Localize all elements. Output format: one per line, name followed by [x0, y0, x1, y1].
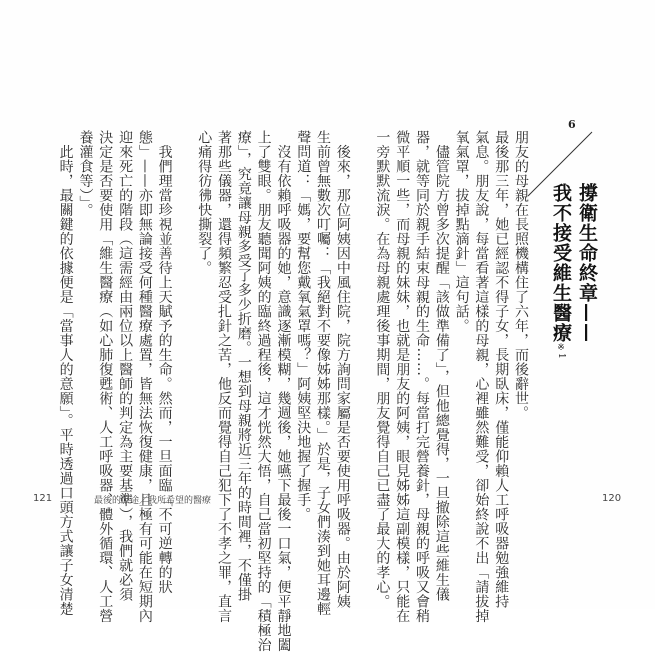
left-page-number: 121: [33, 493, 53, 504]
running-header: 最後的旅途／我所希望的醫療: [94, 496, 212, 506]
chapter-title-note: ※1: [556, 343, 566, 359]
chapter-title-text: 撐衛生命終章—— 我不接受維生醫療: [550, 183, 598, 343]
right-page-number: 120: [602, 493, 622, 504]
chapter-number: 6: [568, 118, 576, 131]
chapter-title: [548, 183, 600, 359]
body-text: 朋友的母親在長照機構住了六年，而後辭世。 最後那三年，她已經認不得子女，長期臥床，僅能仰賴人工呼吸器勉強維持 氣息。朋友說，每當看著這樣的母親，心裡雖然難受，卻始終說不出「請拔掉 氧氣罩，拔掉點滴針」這句話。 儘管院方曾多次提醒「該做準備了」，但他總覺得，一旦撤除這些維生儀 器，就等同於親手結束母親的生命……。每當打完營養針，母親的呼吸又會稍 微平順一些，而母親的妹妹，也就是朋友的阿姨，眼見姊姊這副模樣，只能在 一旁默默流淚。在為母親處理後事期間，朋友覺得自己已盡了最大的孝心。 後來，那位阿姨因中風住院，院方詢問家屬是否要使用呼吸器。由於阿姨 生前曾無數次叮囑：「我絕對不要像姊姊那樣。」於是，子女們湊到她耳邊輕 聲問道：「媽，要幫您戴氧氣罩嗎？」阿姨堅決地握了握手。 沒有依賴呼吸器的她，意識逐漸模糊，幾週後，她嚥下最後一口氣，便平靜地闔 上了雙眼。朋友聽聞阿姨的臨終過程後，這才恍然大悟，自己當初堅持的「積極治 療」，究竟讓母親多受了多少折磨。一想到母親將近三年的時間裡，不僅掛 著那些儀器，還得頻繁忍受扎針之苦，他反而覺得自己犯下了不孝之罪，直言 心痛得彷彿快撕裂了。 我們理當珍視並善待上天賦予的生命。然而，一旦面臨「不可逆轉的狀 態」——亦即無論接受何種醫療處置，皆無法恢復健康，且極有可能在短期內 迎來死亡的階段（這需經由兩位以上醫師的判定為主要基準），我們就必須 決定是否要使用「維生醫療（如心肺復甦術、人工呼吸器、體外循環、人工營 養灌食等）」。 此時，最關鍵的依據便是「當事人的意願」。平時透過口頭方式讓子女清楚: [57, 130, 529, 652]
